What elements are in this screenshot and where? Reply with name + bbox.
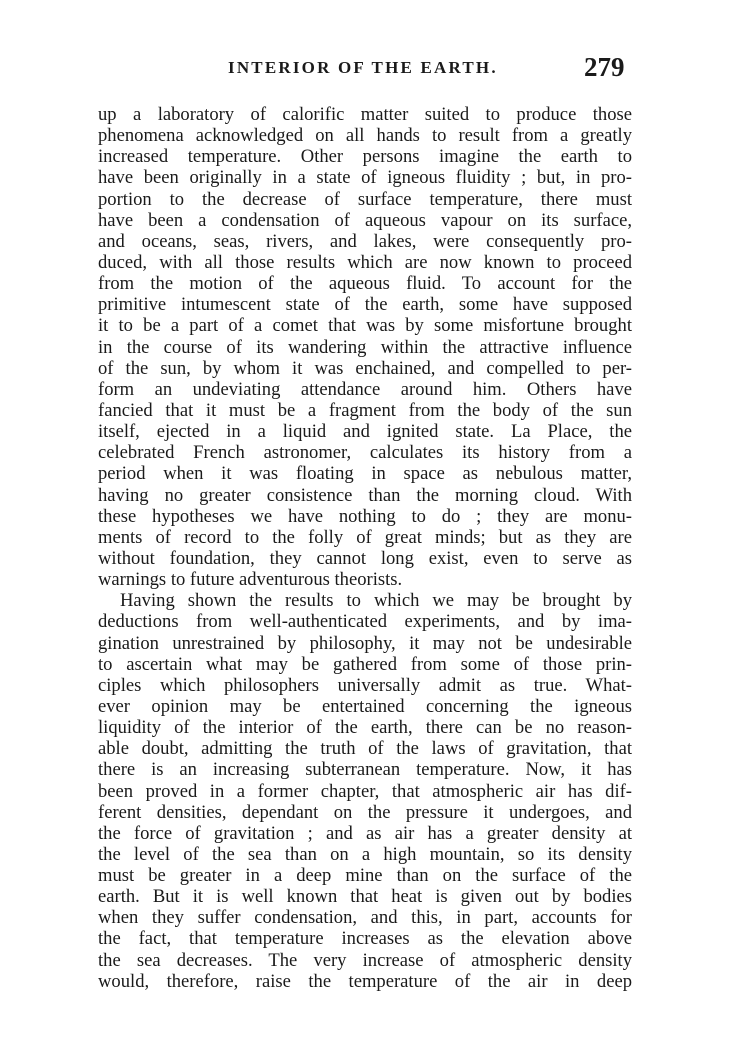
running-head-title: INTERIOR OF THE EARTH. [228,58,498,77]
text-line: have been a condensation of aqueous vapour on its surface, [98,209,632,231]
text-line: have been originally in a state of igneous fluidity ; but, in pro- [98,167,632,189]
text-line: would, therefore, raise the temperature of the air in deep [98,970,632,992]
text-line: the force of gravitation ; and as air has a greater density at [98,822,632,844]
text-line: up a laboratory of calorific matter suited to produce those [98,104,632,125]
text-line: deductions from well-authenticated experiments, and by ima- [98,611,632,633]
paragraph-1 [98,104,632,590]
body-text [98,104,632,992]
text-line: portion to the decrease of surface temperature, there must [98,188,632,210]
text-line: without foundation, they cannot long exist, even to serve as [98,547,632,569]
page-number: 279 [584,52,625,82]
text-line: been proved in a former chapter, that atmospheric air has dif- [98,780,632,802]
text-line: to ascertain what may be gathered from some of those prin- [98,653,632,675]
text-line: of the sun, by whom it was enchained, and compelled to per- [98,357,632,379]
text-line: the sea decreases. The very increase of atmospheric density [98,949,632,971]
text-line: gination unrestrained by philosophy, it may not be undesirable [98,632,632,654]
text-line: from the motion of the aqueous fluid. To account for the [98,273,632,295]
text-line: and oceans, seas, rivers, and lakes, were consequently pro- [98,230,632,252]
text-line: the level of the sea than on a high mountain, so its density [98,843,632,865]
text-line: primitive intumescent state of the earth, some have supposed [98,294,632,316]
text-line: the fact, that temperature increases as the elevation above [98,928,632,950]
text-line: able doubt, admitting the truth of the laws of gravitation, that [98,738,632,760]
text-line: warnings to future adventurous theorists. [98,569,403,591]
text-line: must be greater in a deep mine than on the surface of the [98,865,632,887]
text-line: there is an increasing subterranean temperature. Now, it has [98,759,632,781]
text-line: form an undeviating attendance around him. Others have [98,378,632,400]
text-line: period when it was floating in space as nebulous matter, [98,463,632,485]
text-line: celebrated French astronomer, calculates its history from a [98,442,632,464]
text-line: ever opinion may be entertained concerning the igneous [98,695,632,717]
text-line: liquidity of the interior of the earth, there can be no reason- [98,717,632,739]
text-line: earth. But it is well known that heat is given out by bodies [98,886,632,908]
text-line: having no greater consistence than the morning cloud. With [98,484,632,506]
text-line: increased temperature. Other persons imagine the earth to [98,146,632,168]
text-line: it to be a part of a comet that was by some misfortune brought [98,315,632,337]
text-line: itself, ejected in a liquid and ignited state. La Place, the [98,421,632,443]
text-line: fancied that it must be a fragment from the body of the sun [98,399,632,421]
paragraph-2 [98,590,632,992]
text-line: when they suffer condensation, and this, in part, accounts for [98,907,632,929]
text-line: in the course of its wandering within the attractive influence [98,336,632,358]
text-line: ciples which philosophers universally admit as true. What- [98,674,632,696]
text-line: these hypotheses we have nothing to do ; they are monu- [98,505,632,527]
text-line: ments of record to the folly of great minds; but as they are [98,526,632,548]
text-line: duced, with all those results which are now known to proceed [98,251,632,273]
text-line: Having shown the results to which we may be brought by [120,590,632,612]
text-line: phenomena acknowledged on all hands to result from a greatly [98,125,632,147]
text-line: ferent densities, dependant on the pressure it undergoes, and [98,801,632,823]
